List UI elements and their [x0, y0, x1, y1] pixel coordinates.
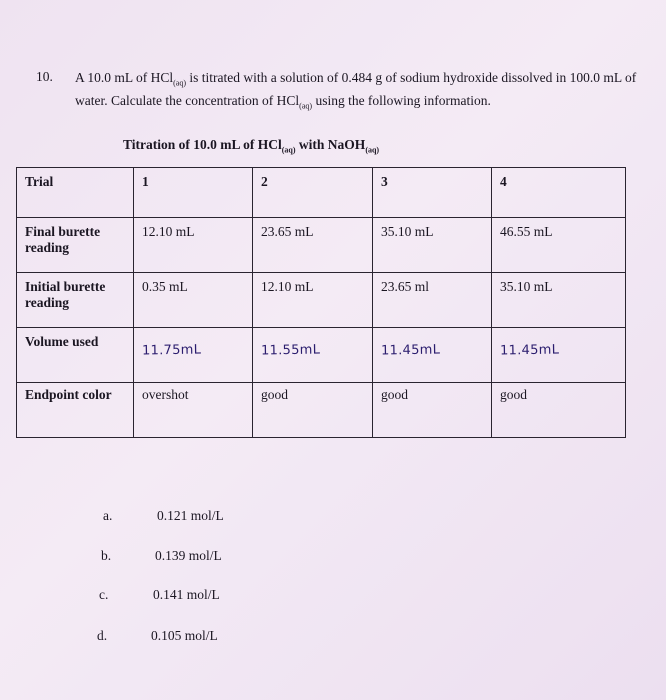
- table-header-row: [17, 168, 626, 218]
- header-cell-trial-4: [492, 168, 626, 218]
- row-label-final: Final burette reading: [25, 224, 101, 255]
- table-cell: 0.35 mL: [142, 279, 188, 294]
- row-label-volume: Volume used: [25, 334, 99, 349]
- caption-sub1: (aq): [281, 145, 296, 155]
- caption-part2: with NaOH: [295, 137, 366, 152]
- table-cell: 23.65 mL: [261, 224, 314, 239]
- table-cell: 35.10 mL: [500, 279, 553, 294]
- question-text: [75, 69, 645, 114]
- question-number: 10.: [36, 69, 53, 84]
- table-caption: [123, 137, 379, 155]
- table-cell: good: [261, 387, 288, 402]
- header-label: Trial: [25, 174, 54, 189]
- table-cell: good: [381, 387, 408, 402]
- header-cell-label: [17, 168, 134, 218]
- caption-part1: Titration of 10.0 mL of HCl: [123, 137, 282, 152]
- header-trial-1: 1: [142, 174, 149, 189]
- table-cell: 35.10 mL: [381, 224, 434, 239]
- question-text-part3: using the following information.: [312, 92, 491, 108]
- answer-value: 0.105 mol/L: [151, 628, 218, 643]
- header-cell-trial-3: [373, 168, 492, 218]
- header-cell-trial-1: [134, 168, 253, 218]
- answer-value: 0.139 mol/L: [155, 548, 222, 563]
- table-row: [17, 273, 626, 328]
- answer-letter: b.: [101, 548, 112, 563]
- caption-sub2: (aq): [365, 145, 380, 155]
- table-cell: good: [500, 387, 527, 402]
- question-text-part2: is titrated with a solution of 0.484 g of sodium hydroxide dissolved in 100.0 mL of water. Calculate the concentration of HCl: [75, 70, 637, 108]
- table-cell: 12.10 mL: [261, 279, 314, 294]
- table-row: [17, 383, 626, 438]
- header-cell-trial-2: [253, 168, 373, 218]
- header-trial-2: 2: [261, 174, 268, 189]
- question-text-part1: A 10.0 mL of HCl: [75, 70, 174, 85]
- row-label-endpoint: Endpoint color: [25, 387, 112, 402]
- row-label-initial: Initial burette reading: [25, 279, 106, 310]
- header-trial-3: 3: [381, 174, 388, 189]
- handwritten-volume-4: 11.45mL: [499, 342, 560, 359]
- answer-value: 0.121 mol/L: [157, 508, 224, 523]
- answer-letter: c.: [99, 587, 109, 602]
- header-trial-4: 4: [500, 174, 507, 189]
- titration-table: [16, 167, 626, 438]
- answer-letter: a.: [103, 508, 113, 523]
- handwritten-volume-3: 11.45mL: [380, 342, 441, 359]
- table-cell: 46.55 mL: [500, 224, 553, 239]
- answer-letter: d.: [97, 628, 108, 643]
- answer-value: 0.141 mol/L: [153, 587, 220, 602]
- table-row: [17, 328, 626, 383]
- table-row: [17, 218, 626, 273]
- table-cell: 12.10 mL: [142, 224, 195, 239]
- table-cell: 23.65 ml: [381, 279, 430, 294]
- question-text-sub2: (aq): [299, 101, 313, 111]
- handwritten-volume-1: 11.75mL: [141, 342, 202, 359]
- handwritten-volume-2: 11.55mL: [260, 342, 321, 359]
- question-text-sub1: (aq): [173, 78, 187, 88]
- table-cell: overshot: [142, 387, 189, 402]
